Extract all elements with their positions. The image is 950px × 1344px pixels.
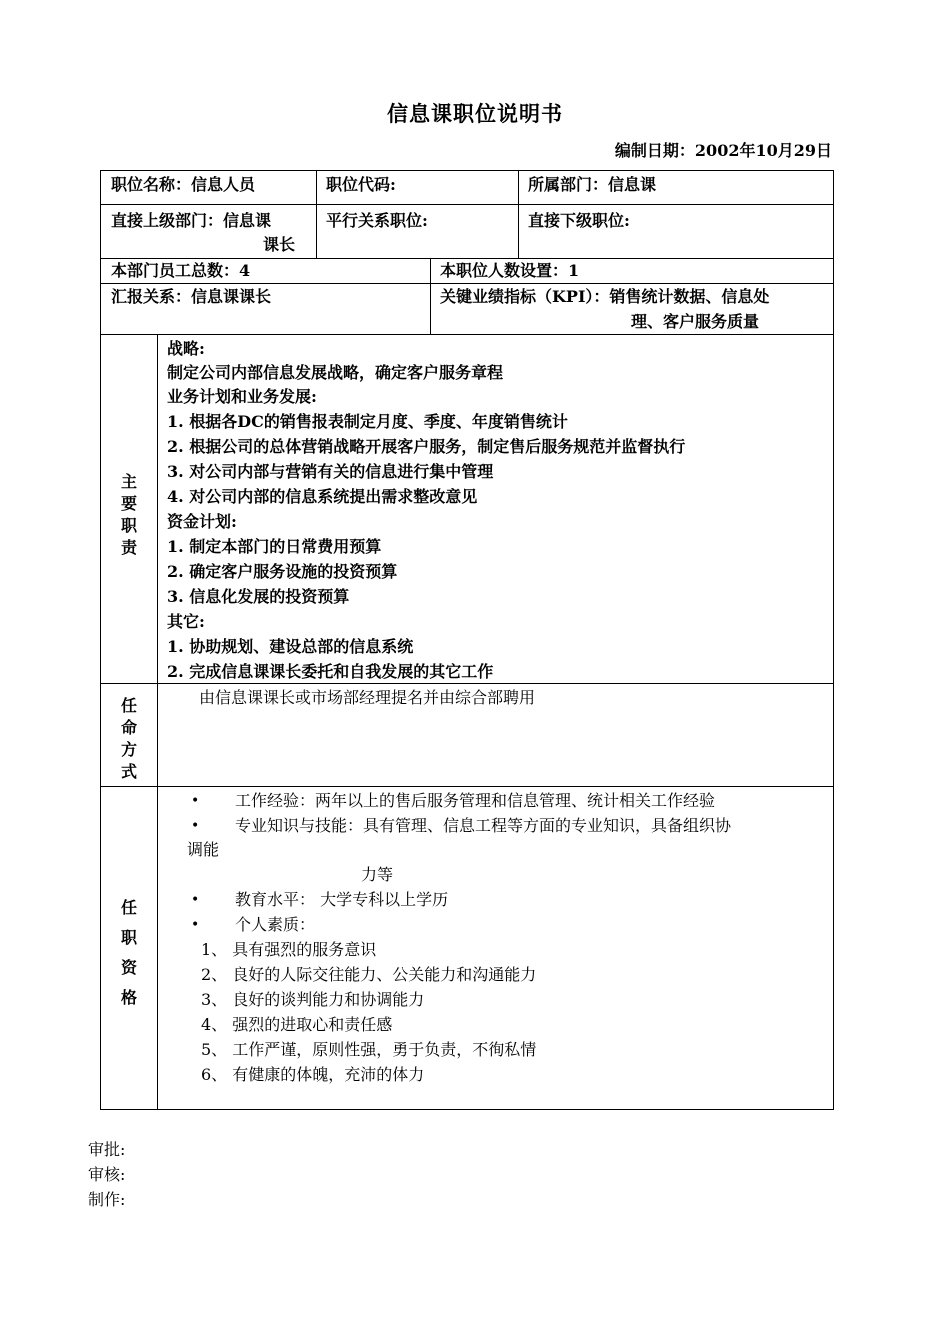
duties-line: 战略: <box>167 339 205 358</box>
staff-total: 本部门员工总数：4 <box>111 261 251 280</box>
duties-line: 2. 根据公司的总体营销战略开展客户服务，制定售后服务规范并监督执行 <box>167 437 686 456</box>
duties-line: 其它: <box>167 612 205 631</box>
department: 所属部门：信息课 <box>528 175 657 194</box>
parallel-position: 平行关系职位: <box>326 211 428 230</box>
quality-item: 5、 工作严谨，原则性强，勇于负责，不徇私情 <box>201 1040 537 1059</box>
compile-date: 编制日期：2002年10月29日 <box>614 141 832 160</box>
position-name: 职位名称：信息人员 <box>111 175 256 194</box>
skills-cont: 调能 <box>187 840 220 859</box>
col-divider <box>518 171 519 258</box>
col-divider <box>316 171 317 258</box>
direct-subordinate: 直接下级职位: <box>528 211 630 230</box>
row-divider <box>101 283 833 284</box>
duties-line: 1. 协助规划、建设总部的信息系统 <box>167 637 414 656</box>
bullet-icon: • <box>191 892 200 908</box>
quality-item: 3、 良好的谈判能力和协调能力 <box>201 990 425 1009</box>
appointment-text: 由信息课课长或市场部经理提名并由综合部聘用 <box>199 688 536 707</box>
appointment-label: 任 命 方 式 <box>120 696 137 781</box>
duties-line: 制定公司内部信息发展战略，确定客户服务章程 <box>167 363 504 382</box>
experience: 工作经验：两年以上的售后服务管理和信息管理、统计相关工作经验 <box>235 791 716 810</box>
bullet-icon: • <box>191 917 200 933</box>
personal-qualities: 个人素质： <box>235 915 316 934</box>
document-title: 信息课职位说明书 <box>387 101 563 126</box>
duties-line: 1. 制定本部门的日常费用预算 <box>167 537 382 556</box>
education: 教育水平： 大学专科以上学历 <box>235 890 449 909</box>
col-divider <box>157 334 158 1110</box>
duties-line: 资金计划: <box>167 512 237 531</box>
row-divider <box>101 334 833 335</box>
review-label: 审核: <box>88 1165 126 1184</box>
duties-line: 业务计划和业务发展: <box>167 387 317 406</box>
approval-label: 审批: <box>88 1140 126 1159</box>
duties-line: 2. 完成信息课课长委托和自我发展的其它工作 <box>167 662 494 681</box>
quality-item: 1、 具有强烈的服务意识 <box>201 940 377 959</box>
quality-item: 6、 有健康的体魄，充沛的体力 <box>201 1065 425 1084</box>
col-divider <box>430 258 431 334</box>
direct-superior: 直接上级部门：信息课 <box>111 211 272 230</box>
row-divider <box>101 786 833 787</box>
duties-label: 主 要 职 责 <box>120 472 137 557</box>
job-description-table <box>100 170 834 1110</box>
bullet-icon: • <box>191 818 200 834</box>
report-relation: 汇报关系：信息课课长 <box>111 287 272 306</box>
duties-line: 2. 确定客户服务设施的投资预算 <box>167 562 398 581</box>
duties-line: 3. 对公司内部与营销有关的信息进行集中管理 <box>167 462 494 481</box>
duties-line: 1. 根据各DC的销售报表制定月度、季度、年度销售统计 <box>167 412 568 431</box>
quality-item: 2、 良好的人际交往能力、公关能力和沟通能力 <box>201 965 537 984</box>
kpi: 关键业绩指标（KPI）：销售统计数据、信息处 <box>440 287 770 306</box>
skills: 专业知识与技能：具有管理、信息工程等方面的专业知识，具备组织协 <box>235 816 732 835</box>
skills-cont: 力等 <box>361 865 394 884</box>
quality-item: 4、 强烈的进取心和责任感 <box>201 1015 393 1034</box>
kpi-cont: 理、客户服务质量 <box>631 312 760 331</box>
duties-line: 4. 对公司内部的信息系统提出需求整改意见 <box>167 487 478 506</box>
duties-line: 3. 信息化发展的投资预算 <box>167 587 350 606</box>
headcount: 本职位人数设置：1 <box>440 261 580 280</box>
qualification-label: 任 职 资 格 <box>120 898 137 1007</box>
row-divider <box>101 204 833 205</box>
direct-superior-cont: 课长 <box>263 235 296 254</box>
position-code: 职位代码: <box>326 175 396 194</box>
maker-label: 制作: <box>88 1190 126 1209</box>
bullet-icon: • <box>191 793 200 809</box>
